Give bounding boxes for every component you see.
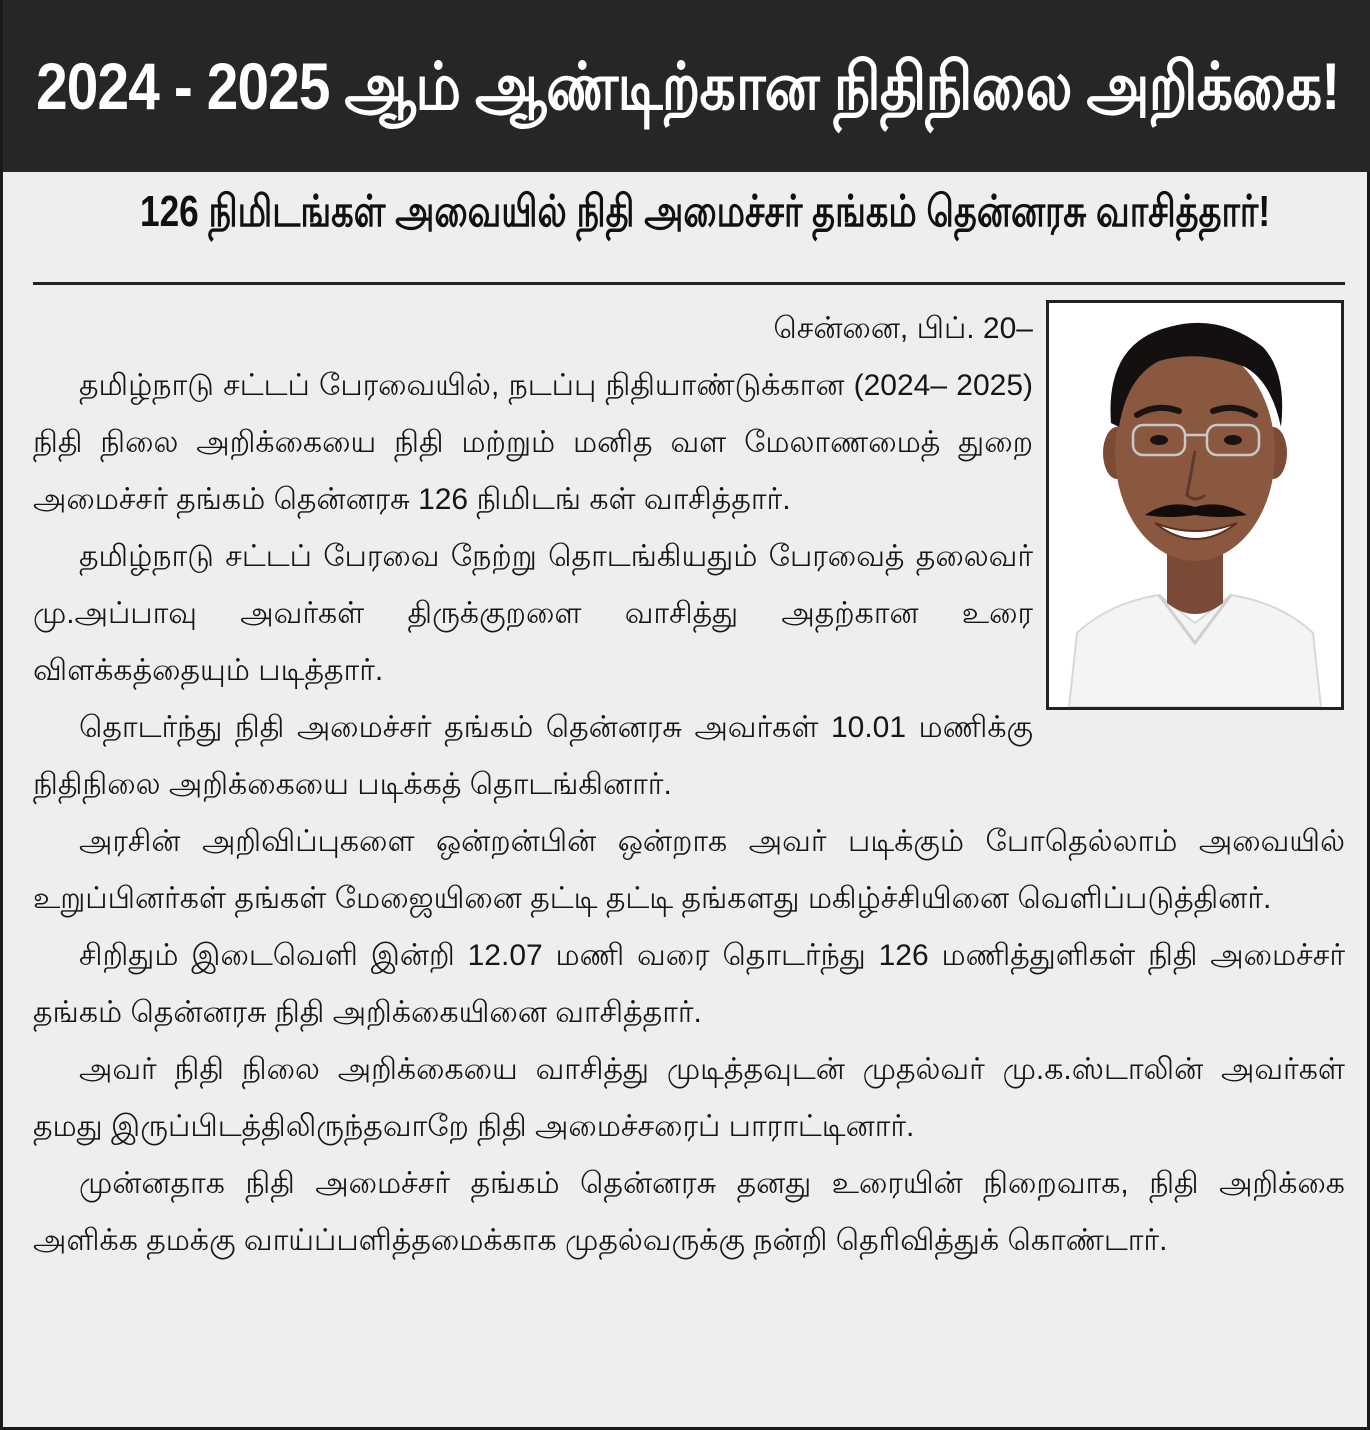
dateline: சென்னை, பிப். 20–	[773, 312, 1033, 345]
headline: 2024 - 2025 ஆம் ஆண்டிற்கான நிதிநிலை அறிக்கை!	[36, 49, 1340, 123]
paragraph: தொடர்ந்து நிதி அமைச்சர் தங்கம் தென்னரசு அவர்கள் 10.01 மணிக்கு நிதிநிலை அறிக்கையை படிக்கத் தொடங்கினார்.	[33, 711, 1033, 801]
paragraph: தமிழ்நாடு சட்டப் பேரவையில், நடப்பு நிதியாண்டுக்கான (2024– 2025) நிதி நிலை அறிக்கையை நிதி மற்றும் மனித வள மேலாணமைத் துறை அமைச்சர் தங்கம் தென்னரசு 126 நிமிடங் கள் வாசித்தார்.	[33, 369, 1033, 516]
headline-bar	[3, 0, 1370, 172]
paragraph: தமிழ்நாடு சட்டப் பேரவை நேற்று தொடங்கியதும் பேரவைத் தலைவர் மு.அப்பாவு அவர்கள் திருக்குறளை வாசித்து அதற்கான உரை விளக்கத்தையும் படித்தார்.	[33, 540, 1033, 687]
paragraph: அவர் நிதி நிலை அறிக்கையை வாசித்து முடித்தவுடன் முதல்வர் மு.க.ஸ்டாலின் அவர்கள் தமது இருப்பிடத்திலிருந்தவாறே நிதி அமைச்சரைப் பாராட்டினார்.	[33, 1053, 1345, 1143]
photo-spacer	[1033, 300, 1345, 722]
article-body	[33, 300, 1345, 1269]
paragraph: சிறிதும் இடைவெளி இன்றி 12.07 மணி வரை தொடர்ந்து 126 மணித்துளிகள் நிதி அமைச்சர் தங்கம் தென்னரசு நிதி அறிக்கையினை வாசித்தார்.	[33, 939, 1345, 1029]
paragraph: முன்னதாக நிதி அமைச்சர் தங்கம் தென்னரசு தனது உரையின் நிறைவாக, நிதி அறிக்கை அளிக்க தமக்கு வாய்ப்பளித்தமைக்காக முதல்வருக்கு நன்றி தெரிவித்துக் கொண்டார்.	[33, 1167, 1345, 1257]
paragraph: அரசின் அறிவிப்புகளை ஒன்றன்பின் ஒன்றாக அவர் படிக்கும் போதெல்லாம் அவையில் உறுப்பினர்கள் தங்கள் மேஜையினை தட்டி தட்டி தங்களது மகிழ்ச்சியினை வெளிப்படுத்தினர்.	[33, 825, 1345, 915]
divider-rule	[33, 282, 1345, 285]
subheadline: 126 நிமிடங்கள் அவையில் நிதி அமைச்சர் தங்கம் தென்னரசு வாசித்தார்!	[140, 187, 1271, 236]
